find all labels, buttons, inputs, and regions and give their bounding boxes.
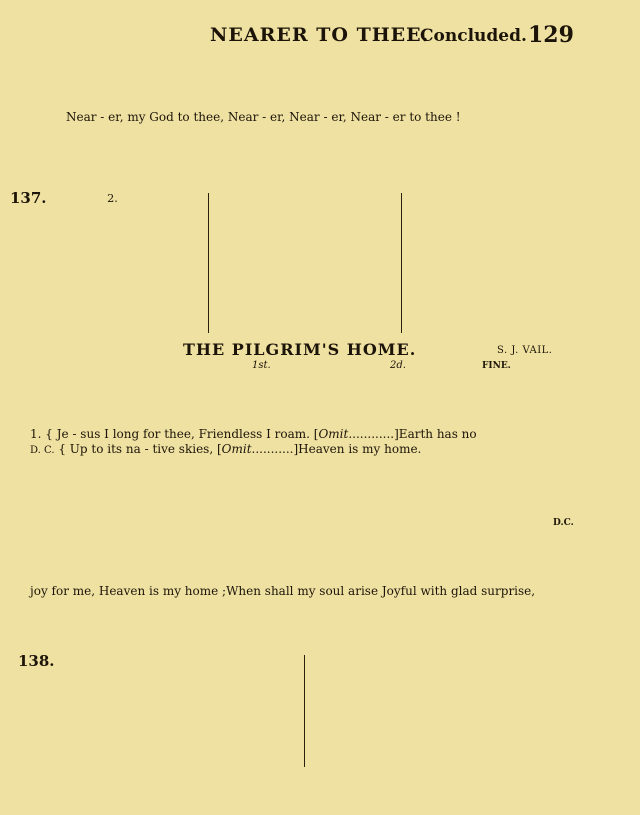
fine-label: FINE. [482, 361, 511, 371]
second-ending-label: 2d. [390, 360, 406, 371]
composer-name: S. J. VAIL. [497, 345, 553, 356]
hymn137-number: 137. [10, 189, 47, 207]
page-header-subtitle: Concluded. [420, 26, 527, 46]
pilgrim-lyric-line1: 1. { Je - sus I long for thee, Friendless I roam. [Omit............]Earth has no [30, 427, 477, 441]
column-divider [304, 655, 305, 767]
pilgrim-lyric-line3: joy for me, Heaven is my home ;When shall my soul arise Joyful with glad surprise, [30, 584, 536, 598]
hymn138-number: 138. [18, 652, 55, 670]
hymn137-verse-col1 [30, 193, 195, 206]
verse-line: 2. [107, 192, 118, 205]
page-header-title: NEARER TO THEE. [210, 24, 430, 46]
hymn-title-pilgrims-home: THE PILGRIM'S HOME. [183, 340, 417, 359]
column-divider [208, 193, 209, 333]
hymn137-lyric-line: Near - er, my God to thee, Near - er, Near - er, Near - er to thee ! [66, 110, 461, 124]
page-number: 129 [528, 22, 574, 48]
column-divider [401, 193, 402, 333]
first-ending-label: 1st. [252, 360, 271, 371]
dc-label: D.C. [553, 518, 574, 528]
pilgrim-lyric-line2: D. C. { Up to its na - tive skies, [Omit...........]Heaven is my home. [30, 442, 422, 456]
